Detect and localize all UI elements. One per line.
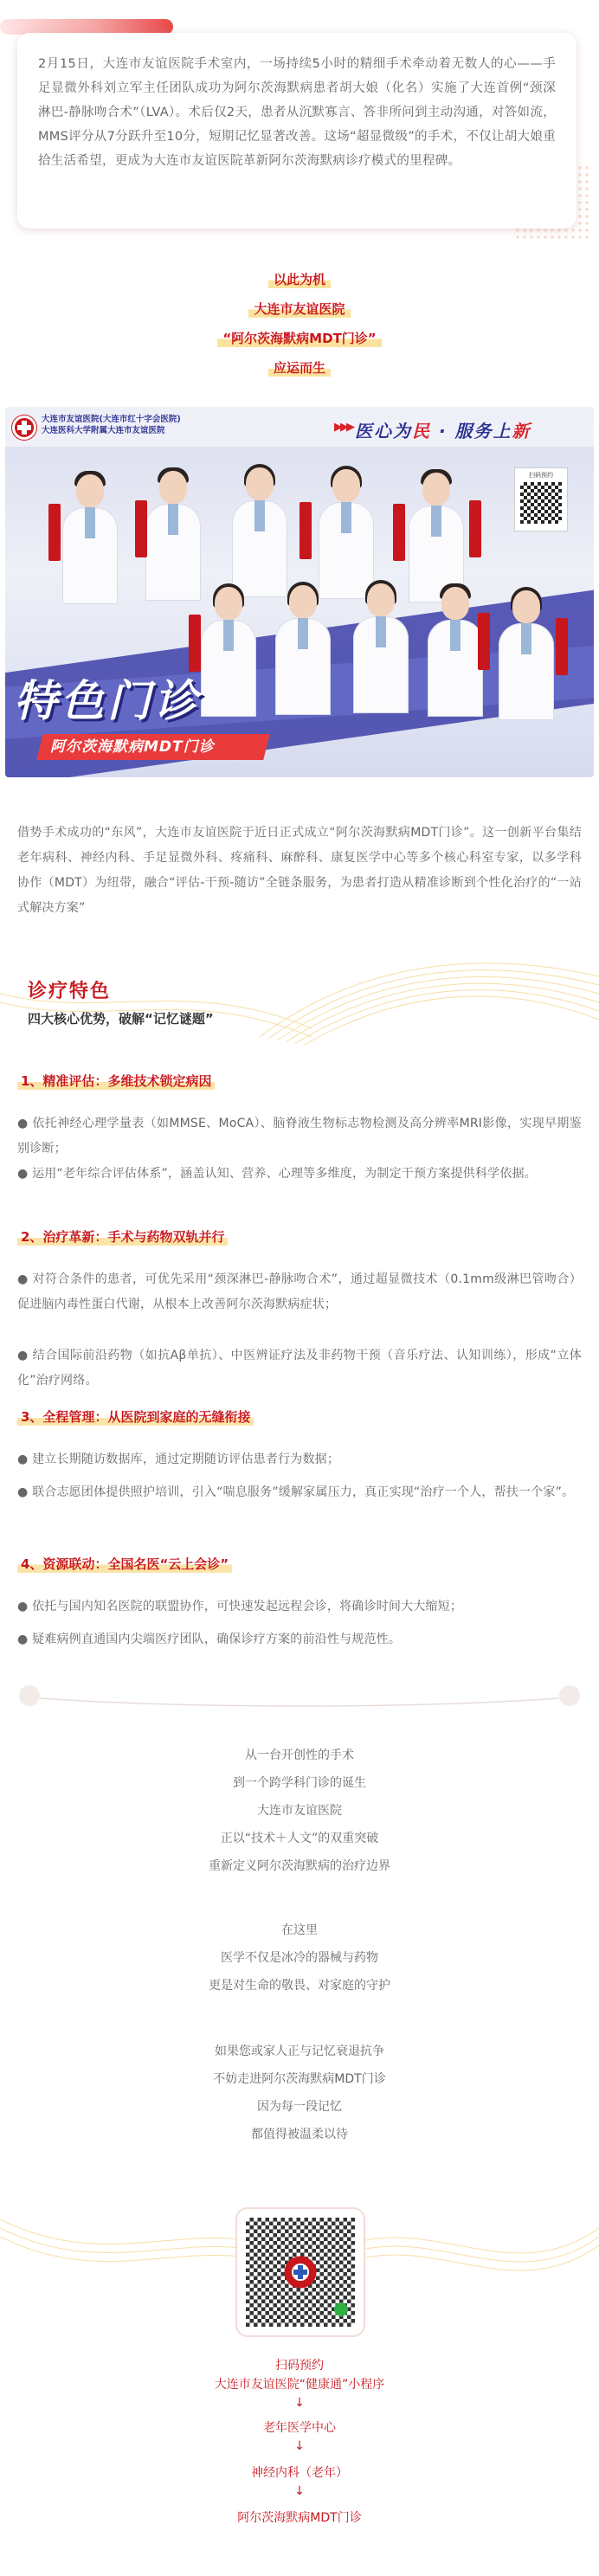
highlight-line: 大连市友谊医院: [0, 298, 599, 319]
arrow-down-icon: ↓: [294, 2439, 305, 2453]
name-sash: [393, 504, 405, 561]
feature-heading: 4、资源联动：全国名医“云上会诊”: [17, 1553, 232, 1575]
booking-step: 阿尔茨海默病MDT门诊: [237, 2511, 362, 2525]
booking-step: 老年医学中心: [263, 2421, 336, 2435]
booking-instruction: 扫码预约: [275, 2359, 324, 2373]
booking-step: 神经内科（老年）: [251, 2466, 348, 2480]
intro-paragraph: 借势手术成功的“东风”，大连市友谊医院于近日正式成立“阿尔茨海默病MDT门诊”。这一创新平台集结老年病科、神经内科、手足显微外科、疼痛科、麻醉科、康复医学中心等多个核心科室专家，以多学科协作（MDT）为纽带，融合“评估-干预-随访”全链条服务，为患者打造从精准诊断到个性化治疗的“一站式解决方案”: [17, 826, 582, 915]
booking-qr-code[interactable]: [235, 2207, 365, 2337]
doctor-figure: [201, 587, 256, 717]
doctor-figure: [62, 474, 118, 604]
doctor-figure: [499, 590, 554, 720]
feature-bullet: ● 运用“老年综合评估体系”，涵盖认知、营养、心理等多维度，为制定干预方案提供科学依据。: [17, 1167, 537, 1181]
name-sash: [48, 504, 61, 561]
poem-stanza: 如果您或家人正与记忆衰退抗争 不妨走进阿尔茨海默病MDT门诊 因为每一段记忆 都值得被温柔以待: [213, 2045, 386, 2141]
highlight-line: 应运而生: [0, 357, 599, 378]
banner-title: 特色门诊: [14, 676, 201, 726]
doctor-figure: [353, 583, 409, 713]
feature-heading: 3、全程管理：从医院到家庭的无缝衔接: [17, 1406, 254, 1427]
highlight-line: “阿尔茨海默病MDT门诊”: [0, 327, 599, 349]
feature-bullet: ● 依托神经心理学量表（如MMSE、MoCA）、脑脊液生物标志物检测及高分辨率MRI影像，实现早期鉴别诊断；: [17, 1117, 582, 1156]
feature-bullet: ● 建立长期随访数据库，通过定期随访评估患者行为数据；: [17, 1452, 340, 1466]
arrow-down-icon: ↓: [294, 2396, 305, 2410]
highlight-line: 以此为机: [0, 268, 599, 290]
feature-heading: 1、精准评估：多维技术锁定病因: [17, 1070, 215, 1092]
poem-stanza: 从一台开创性的手术 到一个跨学科门诊的诞生 大连市友谊医院 正以“技术＋人文”的双重突破 重新定义阿尔茨海默病的治疗边界: [209, 1748, 390, 1873]
hospital-cross-icon: [289, 2261, 312, 2283]
hospital-logo-icon: [12, 415, 36, 440]
qr-pattern: [520, 482, 562, 524]
arrow-down-icon: ↓: [294, 2484, 305, 2498]
mini-program-icon: [334, 2302, 348, 2316]
booking-instruction: 大连市友谊医院“健康通”小程序: [214, 2378, 385, 2392]
qr-pattern: [246, 2218, 355, 2327]
name-sash: [556, 618, 568, 675]
section-subtitle: 四大核心优势，破解“记忆谜题”: [28, 1011, 214, 1027]
section-title: 诊疗特色: [28, 981, 112, 1002]
doctor-figure: [145, 471, 201, 601]
name-sash: [135, 500, 147, 557]
doctor-figure: [275, 585, 331, 715]
intro-card: [17, 33, 576, 229]
hospital-name: 大连市友谊医院(大连市红十字会医院) 大连医科大学附属大连市友谊医院: [42, 415, 181, 435]
banner-slogan: 医心为民 · 服务上新: [355, 421, 531, 441]
banner-clinic-tag: 阿尔茨海默病MDT门诊: [36, 734, 269, 760]
name-sash: [478, 613, 490, 670]
clinic-banner: [5, 407, 594, 777]
poem-stanza: 在这里 医学不仅是冰冷的器械与药物 更是对生命的敬畏、对家庭的守护: [209, 1923, 390, 1993]
doctor-figure: [428, 587, 483, 717]
arrows-icon: ▶▶▶: [334, 421, 352, 434]
name-sash: [469, 500, 481, 557]
doctor-figure: [232, 467, 287, 597]
doctor-figure: [319, 469, 374, 599]
feature-bullet: ● 结合国际前沿药物（如抗Aβ单抗）、中医辨证疗法及非药物干预（音乐疗法、认知训练），形成“立体化”治疗网络。: [17, 1349, 582, 1388]
divider-decor: [17, 1683, 582, 1709]
feature-bullet: ● 依托与国内知名医院的联盟协作，可快速发起远程会诊，将确诊时间大大缩短；: [17, 1600, 463, 1613]
intro-text: 2月15日，大连市友谊医院手术室内，一场持续5小时的精细手术牵动着无数人的心——手足显微外科刘立军主任团队成功为阿尔茨海默病患者胡大娘（化名）实施了大连首例“颈深淋巴-静脉吻合术”（LVA）。术后仅2天，患者从沉默寡言、答非所问到主动沟通，对答如流，MMS评分从7分跃升至10分，短期记忆显著改善。这场“超显微级”的手术，不仅让胡大娘重拾生活希望，更成为大连市友谊医院革新阿尔茨海默病诊疗模式的里程碑。: [38, 57, 556, 168]
name-sash: [300, 502, 312, 559]
banner-qr-code: 扫码预约: [514, 467, 568, 531]
feature-bullet: ● 疑难病例直通国内尖端医疗团队，确保诊疗方案的前沿性与规范性。: [17, 1633, 402, 1646]
name-sash: [189, 615, 201, 672]
feature-heading: 2、治疗革新：手术与药物双轨并行: [17, 1226, 228, 1247]
feature-bullet: ● 对符合条件的患者，可优先采用“颈深淋巴-静脉吻合术”，通过超显微技术（0.1mm级淋巴管吻合）促进脑内毒性蛋白代谢，从根本上改善阿尔茨海默病症状；: [17, 1272, 582, 1311]
feature-bullet: ● 联合志愿团体提供照护培训，引入“喘息服务”缓解家属压力，真正实现“治疗一个人，帮扶一个家”。: [17, 1485, 575, 1499]
